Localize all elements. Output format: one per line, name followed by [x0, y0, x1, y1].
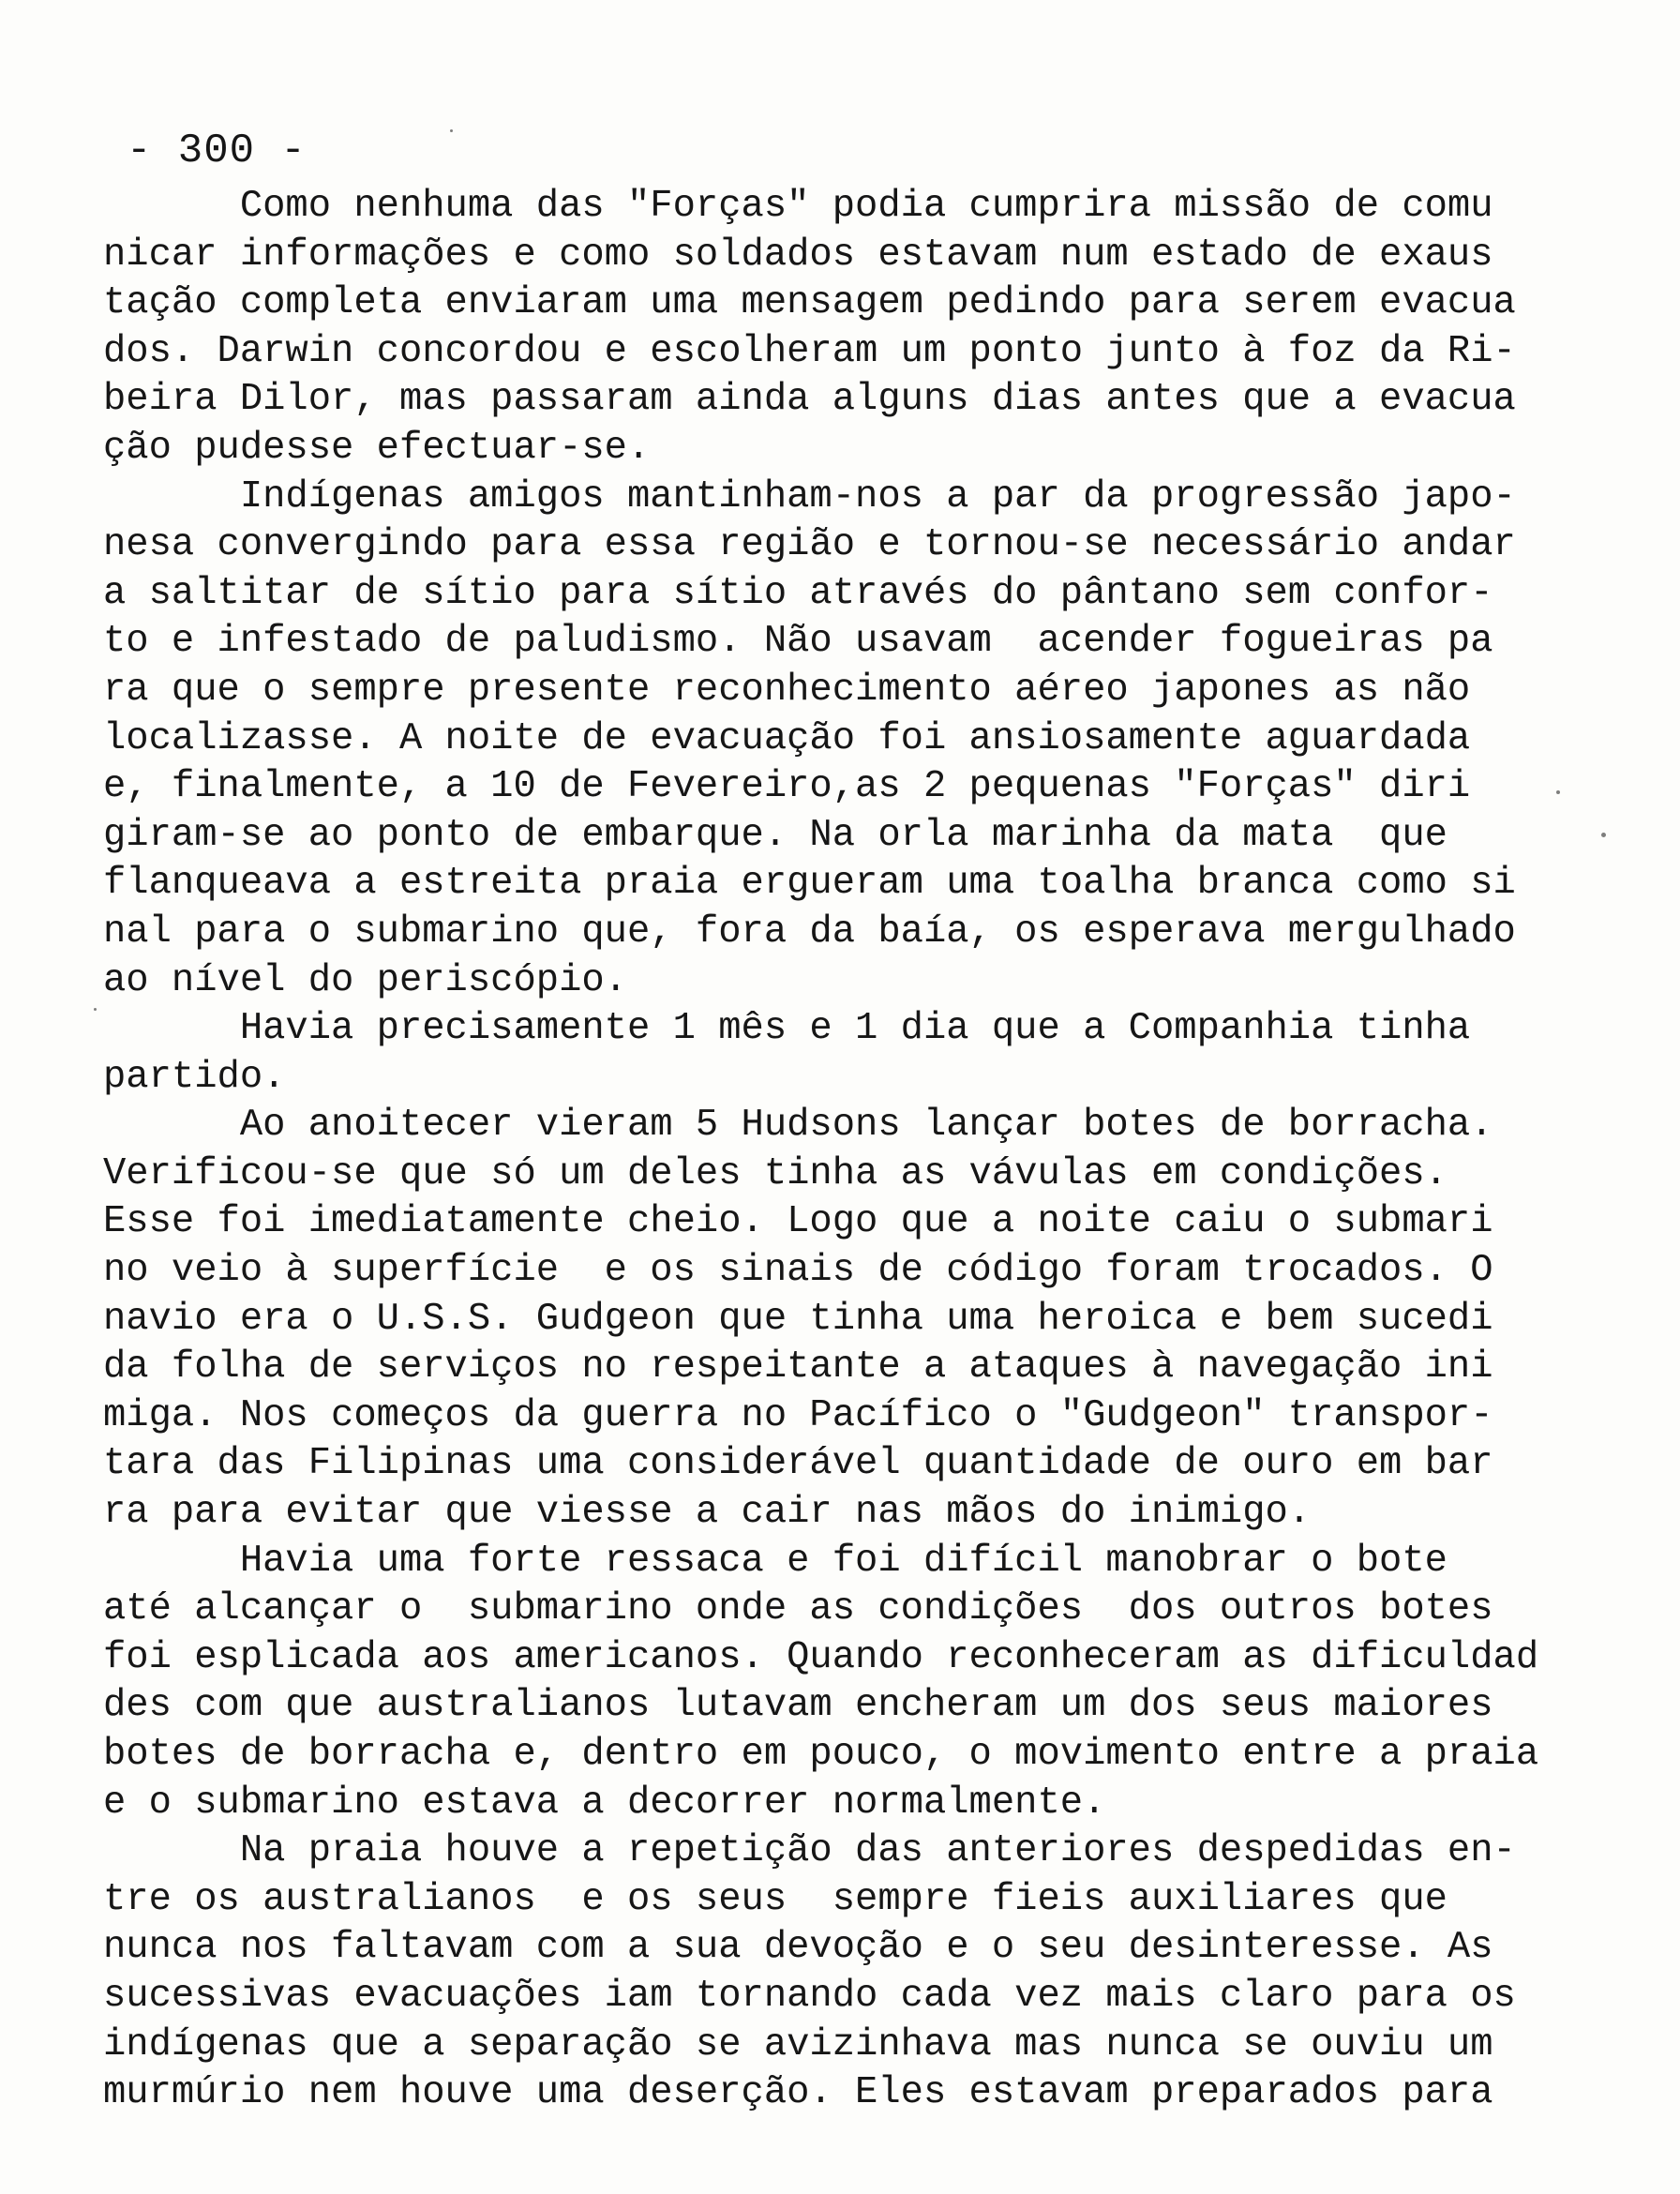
text-line: e, finalmente, a 10 de Fevereiro,as 2 pequenas "Forças" diri	[103, 765, 1471, 809]
text-line: Havia uma forte ressaca e foi difícil manobrar o bote	[103, 1539, 1448, 1583]
text-line: tre os australianos e os seus sempre fieis auxiliares que	[103, 1877, 1448, 1921]
text-line: Havia precisamente 1 mês e 1 dia que a Companhia tinha	[103, 1007, 1471, 1051]
text-line: giram-se ao ponto de embarque. Na orla marinha da mata que	[103, 813, 1448, 857]
scan-speck	[1556, 790, 1560, 794]
text-line: partido.	[103, 1055, 286, 1099]
text-line: localizasse. A noite de evacuação foi ansiosamente aguardada	[103, 716, 1471, 760]
text-line: foi esplicada aos americanos. Quando reconheceram as dificuldad	[103, 1635, 1539, 1679]
text-line: miga. Nos começos da guerra no Pacífico o "Gudgeon" transpor-	[103, 1393, 1493, 1437]
scan-speck	[94, 1008, 97, 1011]
text-line: des com que australianos lutavam encheram um dos seus maiores	[103, 1684, 1493, 1728]
text-line: ção pudesse efectuar-se.	[103, 426, 651, 470]
text-line: sucessivas evacuações iam tornando cada vez mais claro para os	[103, 1974, 1516, 2018]
text-line: nal para o submarino que, fora da baía, os esperava mergulhado	[103, 909, 1516, 954]
text-line: Como nenhuma das "Forças" podia cumprira missão de comu	[103, 185, 1493, 228]
text-line: nunca nos faltavam com a sua devoção e o seu desinteresse. As	[103, 1926, 1493, 1970]
text-line: no veio à superfície e os sinais de código foram trocados. O	[103, 1249, 1493, 1293]
text-line: to e infestado de paludismo. Não usavam acender fogueiras pa	[103, 620, 1493, 664]
text-line: tara das Filipinas uma considerável quantidade de ouro em bar	[103, 1442, 1493, 1486]
text-line: e o submarino estava a decorrer normalmente.	[103, 1781, 1106, 1825]
text-line: navio era o U.S.S. Gudgeon que tinha uma heroica e bem sucedi	[103, 1297, 1493, 1341]
text-line: nicar informações e como soldados estavam num estado de exaus	[103, 233, 1493, 277]
body-text	[103, 183, 1584, 2118]
text-line: Ao anoitecer vieram 5 Hudsons lançar botes de borracha.	[103, 1104, 1493, 1148]
text-line: ra que o sempre presente reconhecimento aéreo japones as não	[103, 668, 1471, 712]
scan-speck	[450, 129, 453, 132]
text-line: dos. Darwin concordou e escolheram um ponto junto à foz da Ri-	[103, 329, 1516, 373]
text-line: tação completa enviaram uma mensagem pedindo para serem evacua	[103, 281, 1516, 325]
text-line: beira Dilor, mas passaram ainda alguns dias antes que a evacua	[103, 378, 1516, 422]
text-line: murmúrio nem houve uma deserção. Eles estavam preparados para	[103, 2071, 1493, 2115]
text-line: da folha de serviços no respeitante a ataques à navegação ini	[103, 1345, 1493, 1390]
text-line: Verificou-se que só um deles tinha as vávulas em condições.	[103, 1151, 1448, 1195]
text-line: Na praia houve a repetição das anteriores despedidas en-	[103, 1829, 1516, 1873]
text-line: indígenas que a separação se avizinhava mas nunca se ouviu um	[103, 2022, 1493, 2066]
text-line: até alcançar o submarino onde as condições dos outros botes	[103, 1587, 1493, 1631]
text-line: Indígenas amigos mantinham-nos a par da progressão japo-	[103, 474, 1516, 518]
text-line: a saltitar de sítio para sítio através do pântano sem confor-	[103, 571, 1493, 615]
text-line: nesa convergindo para essa região e tornou-se necessário andar	[103, 523, 1516, 567]
text-line: flanqueava a estreita praia ergueram uma toalha branca como si	[103, 862, 1516, 906]
text-line: Esse foi imediatamente cheio. Logo que a noite caiu o submari	[103, 1200, 1493, 1244]
scan-speck	[1601, 833, 1606, 837]
text-line: ra para evitar que viesse a cair nas mãos do inimigo.	[103, 1491, 1312, 1535]
text-line: ao nível do periscópio.	[103, 958, 627, 1002]
text-line: botes de borracha e, dentro em pouco, o movimento entre a praia	[103, 1733, 1539, 1776]
page-number: - 300 -	[127, 128, 307, 174]
